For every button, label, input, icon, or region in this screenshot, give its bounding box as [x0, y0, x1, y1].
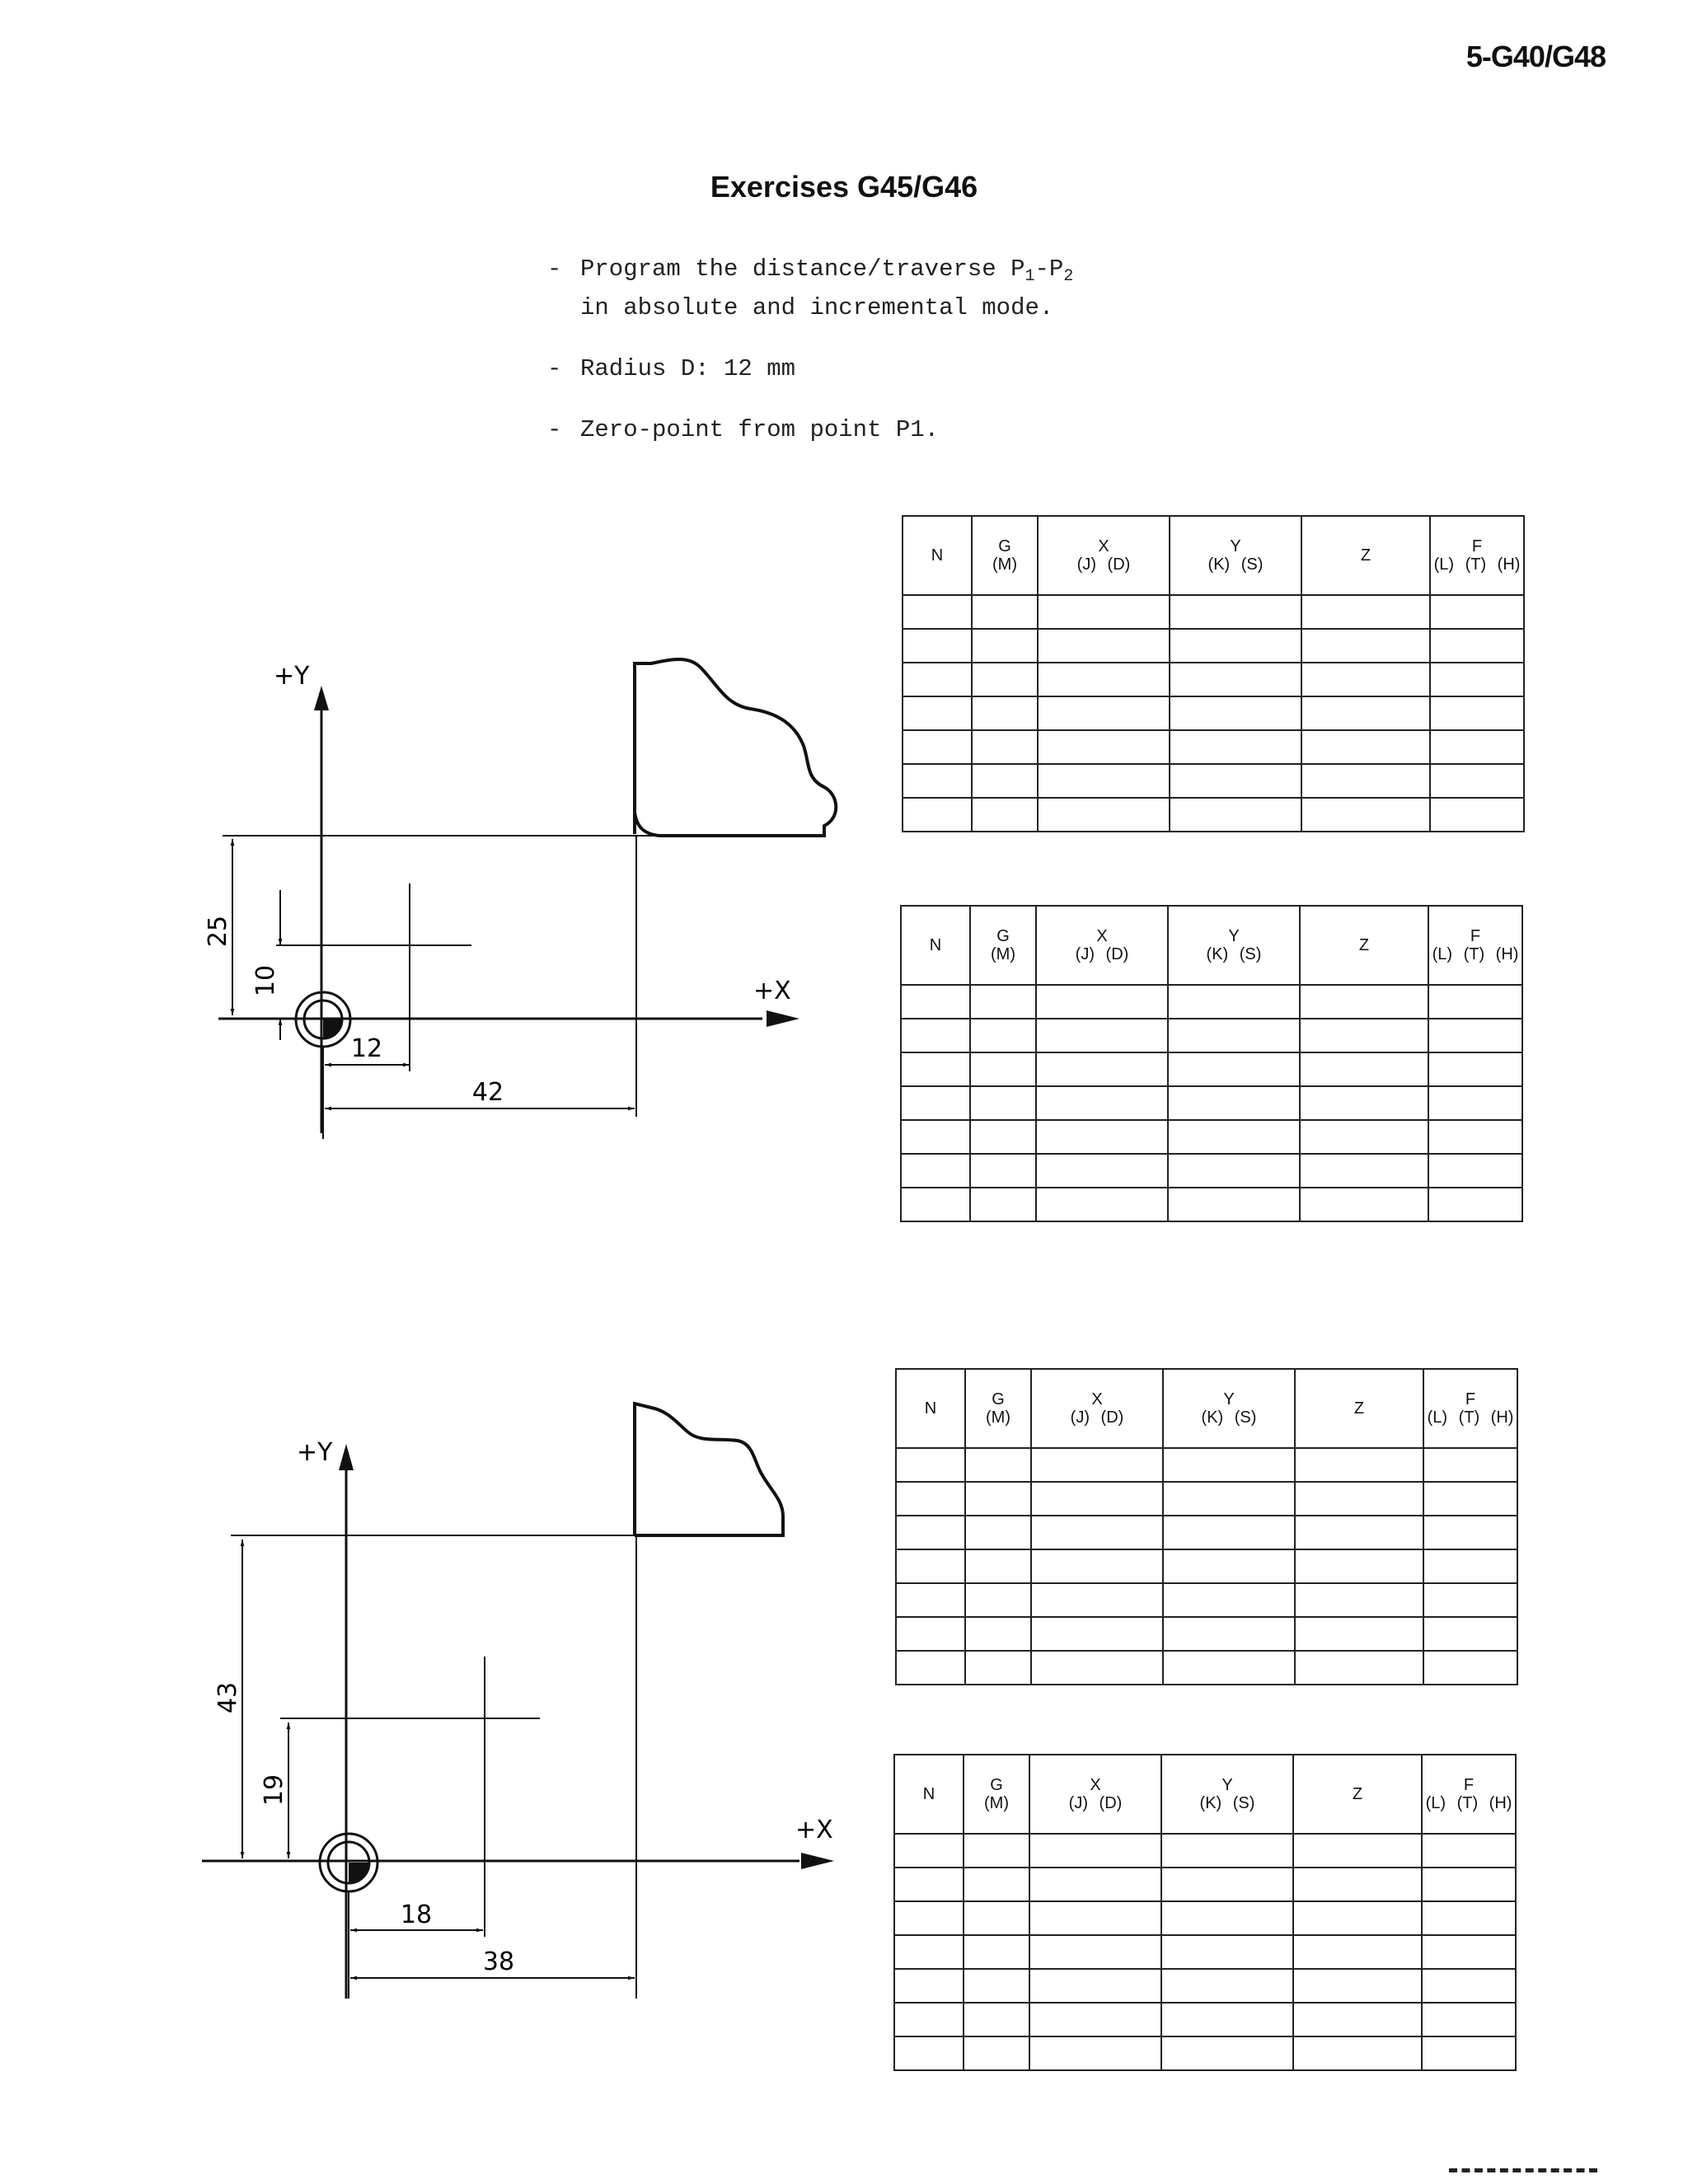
col-header-n: N [903, 516, 972, 595]
program-table-body [894, 1834, 1516, 2070]
table-row[interactable] [896, 1617, 1517, 1651]
col-header-x: X (J) (D) [1036, 906, 1168, 985]
col-header-y: Y (K) (S) [1168, 906, 1300, 985]
program-table-1 [902, 515, 1525, 832]
table-row[interactable] [894, 1969, 1516, 2003]
col-header-g: G (M) [970, 906, 1036, 985]
col-header-x: X (J) (D) [1031, 1369, 1163, 1448]
table-row[interactable] [903, 798, 1524, 832]
col-header-f: F (L) (T) (H) [1430, 516, 1524, 595]
table-row[interactable] [896, 1549, 1517, 1583]
subscript-2: 2 [1063, 267, 1074, 286]
table-row[interactable] [903, 696, 1524, 730]
table-row[interactable] [896, 1448, 1517, 1482]
dim-12-label: 12 [350, 1034, 383, 1063]
table-row[interactable] [903, 764, 1524, 798]
instruction-text: Program the distance/traverse P [580, 255, 1025, 283]
program-table-body [901, 985, 1522, 1221]
program-table-4 [893, 1754, 1517, 2071]
table-row[interactable] [901, 985, 1522, 1019]
dim-10-label: 10 [251, 964, 280, 997]
table-row[interactable] [901, 1154, 1522, 1188]
program-table-3 [895, 1368, 1518, 1685]
footer-cut-mark [1449, 2168, 1597, 2177]
workpiece-outline [635, 1404, 783, 1535]
page-header-code: 5-G40/G48 [1465, 40, 1606, 73]
table-header-row [894, 1755, 1516, 1834]
table-row[interactable] [901, 1188, 1522, 1221]
col-header-f: F (L) (T) (H) [1428, 906, 1522, 985]
table-row[interactable] [903, 730, 1524, 764]
col-header-g: G (M) [972, 516, 1038, 595]
table-row[interactable] [901, 1120, 1522, 1154]
dim-19-label: 19 [260, 1774, 288, 1807]
y-axis-arrow-icon [339, 1444, 354, 1470]
table-row[interactable] [894, 1834, 1516, 1868]
instruction-dash: - [547, 255, 562, 283]
x-axis-label: +X [795, 1816, 833, 1844]
table-row[interactable] [894, 2003, 1516, 2036]
col-header-z: Z [1295, 1369, 1423, 1448]
col-header-f: F (L) (T) (H) [1423, 1369, 1517, 1448]
table-row[interactable] [894, 2036, 1516, 2070]
x-axis-label: +X [753, 977, 791, 1005]
y-axis-label: +Y [274, 662, 310, 691]
instruction-text: -P [1034, 255, 1064, 283]
table-row[interactable] [903, 629, 1524, 663]
program-table-2 [900, 905, 1523, 1222]
page-title: Exercises G45/G46 [710, 170, 978, 204]
col-header-x: X (J) (D) [1038, 516, 1170, 595]
program-table-body [903, 595, 1524, 832]
col-header-n: N [901, 906, 970, 985]
x-axis-arrow-icon [801, 1853, 834, 1869]
instruction-dash: - [547, 416, 562, 443]
col-header-n: N [896, 1369, 965, 1448]
dim-43-label: 43 [213, 1681, 242, 1714]
dim-42-label: 42 [471, 1078, 504, 1107]
subscript-1: 1 [1025, 267, 1035, 286]
table-header-row [896, 1369, 1517, 1448]
table-row[interactable] [901, 1086, 1522, 1120]
dim-38-label: 38 [482, 1947, 515, 1976]
table-row[interactable] [896, 1516, 1517, 1549]
table-row[interactable] [894, 1901, 1516, 1935]
table-row[interactable] [903, 595, 1524, 629]
col-header-y: Y (K) (S) [1170, 516, 1301, 595]
table-row[interactable] [896, 1583, 1517, 1617]
col-header-y: Y (K) (S) [1163, 1369, 1295, 1448]
col-header-g: G (M) [964, 1755, 1029, 1834]
col-header-y: Y (K) (S) [1161, 1755, 1293, 1834]
table-row[interactable] [903, 663, 1524, 696]
col-header-z: Z [1300, 906, 1428, 985]
dim-25-label: 25 [204, 915, 232, 948]
table-header-row [903, 516, 1524, 595]
zero-point-quadrant-icon [349, 1863, 369, 1883]
table-row[interactable] [896, 1651, 1517, 1685]
instruction-text-line2: in absolute and incremental mode. [580, 294, 1054, 321]
col-header-f: F (L) (T) (H) [1422, 1755, 1516, 1834]
program-table-body [896, 1448, 1517, 1685]
instruction-text: Radius D: 12 mm [580, 355, 796, 382]
col-header-g: G (M) [965, 1369, 1031, 1448]
y-axis-label: +Y [297, 1438, 333, 1467]
table-row[interactable] [901, 1052, 1522, 1086]
col-header-x: X (J) (D) [1029, 1755, 1161, 1834]
col-header-z: Z [1301, 516, 1430, 595]
col-header-n: N [894, 1755, 964, 1834]
col-header-z: Z [1293, 1755, 1422, 1834]
instruction-text: Zero-point from point P1. [580, 416, 940, 443]
instruction-dash: - [547, 355, 562, 382]
table-header-row [901, 906, 1522, 985]
table-row[interactable] [894, 1868, 1516, 1901]
table-row[interactable] [901, 1019, 1522, 1052]
dim-18-label: 18 [400, 1900, 433, 1929]
table-row[interactable] [896, 1482, 1517, 1516]
table-row[interactable] [894, 1935, 1516, 1969]
